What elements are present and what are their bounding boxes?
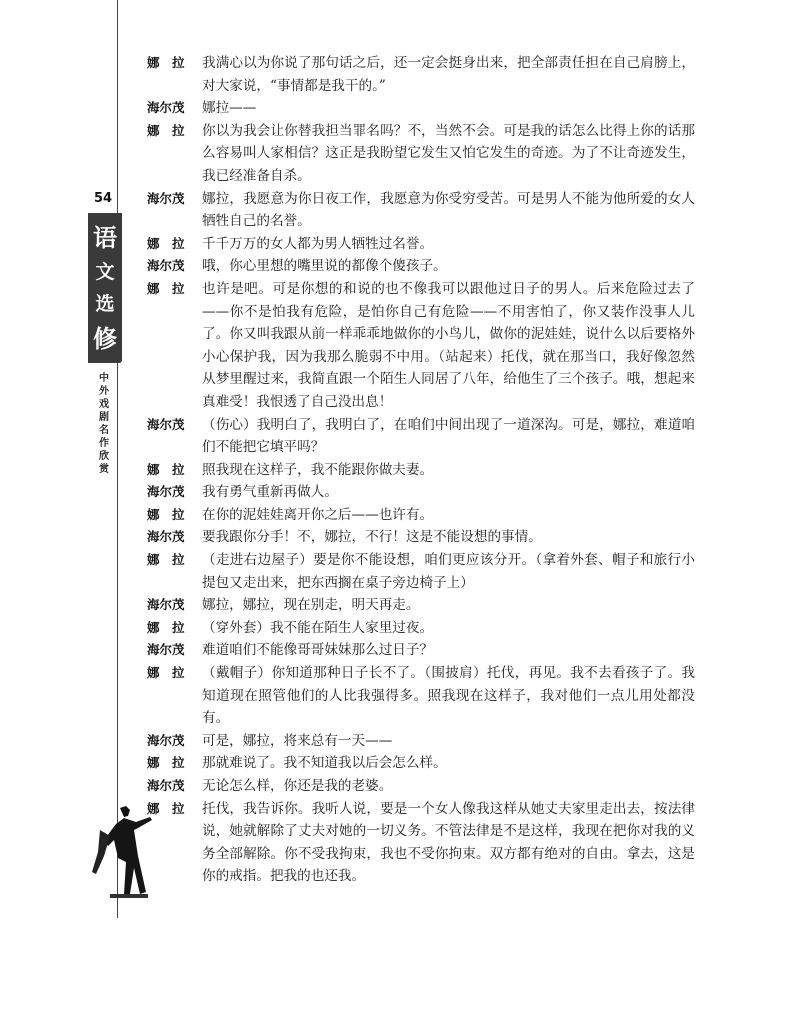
speaker-name: 娜 拉 (147, 506, 185, 522)
speaker-name: 娜 拉 (147, 55, 185, 70)
speech-text: 娜拉—— (202, 100, 257, 117)
actor-figure-icon (90, 800, 154, 900)
speaker-name: 娜 拉 (147, 755, 185, 771)
speaker-name: 娜 拉 (147, 280, 185, 296)
speech-text: 你以为我会让你替我担当罪名吗？不，当然不会。可是我的话怎么比得上你的话那么容易叫人家相信？这正是我盼望它发生又怕它发生的奇迹。为了不让奇迹发生，我已经准备自杀。 (202, 122, 695, 184)
dialogue-line (147, 526, 695, 549)
speech-text: （伤心）我明白了，我明白了，在咱们中间出现了一道深沟。可是，娜拉，难道咱们不能把它填平吗？ (202, 416, 695, 456)
speaker-name: 海尔茂 (147, 258, 185, 274)
speech-text: 难道咱们不能像哥哥妹妹那么过日子？ (202, 642, 434, 659)
dialogue-line (147, 594, 695, 617)
dialogue-line (147, 414, 695, 459)
dialogue-line (147, 617, 695, 640)
speaker-name: 海尔茂 (147, 642, 185, 658)
dialogue-line (147, 752, 695, 775)
tab-char: 语 (93, 222, 117, 252)
dialogue-line (147, 52, 695, 97)
speech-text: 千千万万的女人都为男人牺牲过名誉。 (202, 235, 434, 252)
speech-text: 要我跟你分手！不，娜拉，不行！这是不能设想的事情。 (202, 529, 542, 546)
dialogue-column (147, 52, 695, 888)
dialogue-line (147, 549, 695, 594)
dialogue-line (147, 481, 695, 504)
section-tab (88, 213, 122, 363)
speech-text: 我有勇气重新再做人。 (202, 484, 338, 501)
speech-text: 托伐，我告诉你。我听人说，要是一个女人像我这样从她丈夫家里走出去，按法律说，她就解除了丈夫对她的一切义务。不管法律是不是这样，我现在把你对我的义务全部解除。你不受我拘束，我也不受你拘束。双方都有绝对的自由。拿去，这是你的戒指。把我的也还我。 (202, 800, 695, 885)
speaker-name: 海尔茂 (147, 100, 185, 116)
speech-text: 那就难说了。我不知道我以后会怎么样。 (202, 755, 447, 772)
speaker-name: 海尔茂 (147, 190, 185, 206)
speaker-name: 海尔茂 (147, 732, 185, 748)
dialogue-line (147, 459, 695, 482)
speaker-name: 娜 拉 (147, 461, 185, 477)
dialogue-line (147, 120, 695, 188)
tab-char: 文 (95, 260, 115, 283)
dialogue-line (147, 278, 695, 414)
book-subtitle: 中外戏剧名作欣赏 (99, 373, 109, 475)
speaker-name: 海尔茂 (147, 778, 185, 793)
speech-text: 娜拉，娜拉，现在别走，明天再走。 (202, 597, 420, 614)
dialogue-line (147, 639, 695, 662)
speaker-name: 娜 拉 (147, 800, 185, 816)
speaker-name: 娜 拉 (147, 665, 185, 681)
margin-rule (117, 0, 118, 918)
speech-text: 娜拉，我愿意为你日夜工作，我愿意为你受穷受苦。可是男人不能为他所爱的女人牺牲自己的名誉。 (202, 190, 695, 230)
dialogue-line (147, 775, 695, 798)
speaker-name: 海尔茂 (147, 484, 185, 500)
speech-text: 哦，你心里想的嘴里说的都像个傻孩子。 (202, 258, 447, 275)
speaker-name: 娜 拉 (147, 619, 185, 635)
dialogue-line (147, 730, 695, 753)
tab-char: 修 (93, 323, 117, 353)
speech-text: 可是，娜拉，将来总有一天—— (202, 732, 393, 749)
dialogue-line (147, 188, 695, 233)
page-number: 54 (93, 191, 113, 206)
speech-text: （戴帽子）你知道那种日子长不了。（围披肩）托伐，再见。我不去看孩子了。我知道现在照管他们的人比我强得多。照我现在这样子，我对他们一点儿用处都没有。 (202, 665, 695, 727)
speaker-name: 海尔茂 (147, 597, 185, 613)
speech-text: 照我现在这样子，我不能跟你做夫妻。 (202, 461, 434, 478)
speech-text: （穿外套）我不能在陌生人家里过夜。 (202, 619, 434, 636)
speech-text: 也许是吧。可是你想的和说的也不像我可以跟他过日子的男人。后来危险过去了——你不是怕我有危险，是怕你自己有危险——不用害怕了，你又装作没事人儿了。你又叫我跟从前一样乖乖地做你的小鸟儿，做你的泥娃娃，说什么以后要格外小心保护我，因为我那么脆弱不中用。（站起来）托伐，就在那当口，我好像忽然从梦里醒过来，我简直跟一个陌生人同居了八年，给他生了三个孩子。哦，想起来真难受！我恨透了自己没出息！ (202, 280, 695, 410)
speech-text: 我满心以为你说了那句话之后，还一定会挺身出来，把全部责任担在自己肩膀上，对大家说，“事情都是我干的。” (202, 55, 695, 94)
speaker-name: 娜 拉 (147, 235, 185, 251)
speaker-name: 娜 拉 (147, 122, 185, 138)
dialogue-line (147, 233, 695, 256)
dialogue-line (147, 798, 695, 888)
tab-char: 选 (95, 292, 115, 315)
dialogue-line (147, 504, 695, 527)
speaker-name: 海尔茂 (147, 416, 185, 432)
speech-text: 在你的泥娃娃离开你之后——也许有。 (202, 506, 434, 523)
dialogue-line (147, 97, 695, 120)
dialogue-line (147, 662, 695, 730)
speech-text: 无论怎么样，你还是我的老婆。 (202, 778, 393, 794)
speaker-name: 娜 拉 (147, 552, 185, 568)
speaker-name: 海尔茂 (147, 529, 185, 545)
dialogue-line (147, 255, 695, 278)
speech-text: （走进右边屋子）要是你不能设想，咱们更应该分开。（拿着外套、帽子和旅行小提包又走出来，把东西搁在桌子旁边椅子上） (202, 552, 695, 591)
